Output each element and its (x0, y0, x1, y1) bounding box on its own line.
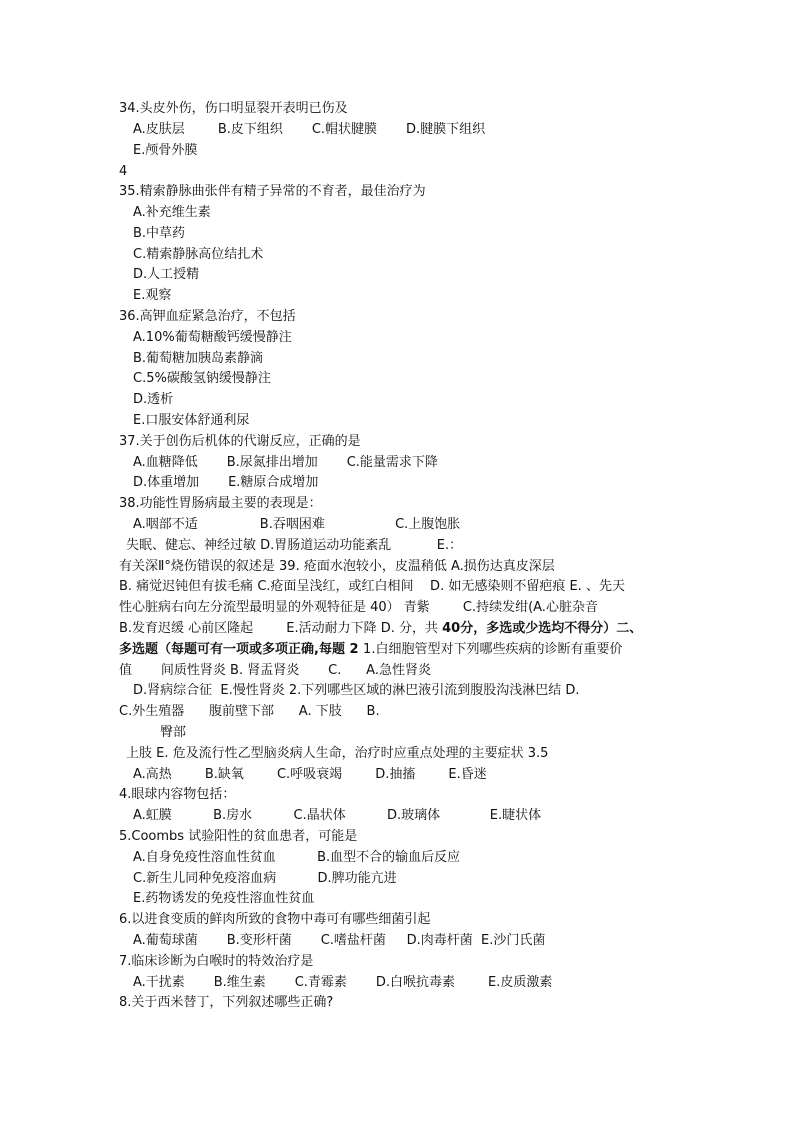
question-38: 38.功能性胃肠病最主要的表现是： (119, 496, 322, 511)
question-36-option-c: C.5%碳酸氢钠缓慢静注 (133, 371, 271, 386)
question-36-option-d: D.透析 (133, 392, 174, 407)
garbled-line-3: B. 痛觉迟钝但有拔毛痛 C.疮面呈浅红，或红白相间 D. 如无感染则不留疤痕 E. 、先天 (119, 579, 625, 594)
question-34-option-e: E.颅骨外膜 (133, 143, 198, 158)
multi-question-5-options-1: A.自身免疫性溶血性贫血 B.血型不合的输血后反应 (133, 850, 461, 865)
multi-question-1: 1.白细胞管型对下列哪些疾病的诊断有重要价 (363, 642, 623, 657)
question-37-options-2: D.体重增加 E.糖原合成增加 (133, 475, 319, 490)
question-37: 37.关于创伤后机体的代谢反应，正确的是 (119, 434, 361, 449)
garbled-line-4: 性心脏病右向左分流型最明显的外观特征是 40） 青紫 C.持续发绀(A.心脏杂音 (119, 600, 598, 615)
question-35-option-a: A.补充维生素 (133, 205, 211, 220)
question-35-option-c: C.精索静脉高位结扎术 (133, 247, 264, 262)
question-36-option-a: A.10%葡萄糖酸钙缓慢静注 (133, 330, 292, 345)
multi-question-6-options: A.葡萄球菌 B.变形杆菌 C.嗜盐杆菌 D.肉毒杆菌 E.沙门氏菌 (133, 933, 546, 948)
question-34: 34.头皮外伤，伤口明显裂开表明已伤及 (119, 101, 348, 116)
question-38-options: A.咽部不适 B.吞咽困难 C.上腹饱胀 (133, 517, 461, 532)
multi-question-5-option-e: E.药物诱发的免疫性溶血性贫血 (133, 891, 315, 906)
multi-question-4: 4.眼球内容物包括： (119, 787, 236, 802)
garbled-line-10: 臀部 (160, 725, 187, 740)
question-35-option-d: D.人工授精 (133, 267, 200, 282)
multi-question-7: 7.临床诊断为白喉时的特效治疗是 (119, 954, 314, 969)
garbled-line-6 (119, 642, 622, 658)
multi-question-7-options: A.干扰素 B.维生素 C.青霉素 D.白喉抗毒素 E.皮质激素 (133, 975, 553, 990)
garbled-line-7: 值 间质性肾炎 B. 肾盂肾炎 C. A.急性肾炎 (119, 663, 431, 678)
question-35: 35.精索静脉曲张伴有精子异常的不育者，最佳治疗为 (119, 184, 426, 199)
question-36-option-b: B.葡萄糖加胰岛素静滴 (133, 351, 264, 366)
multi-question-6: 6.以进食变质的鲜肉所致的食物中毒可有哪些细菌引起 (119, 912, 431, 927)
question-34-options: A.皮肤层 B.皮下组织 C.帽状腱膜 D.腱膜下组织 (133, 122, 486, 137)
garbled-line-8: D.肾病综合征 E.慢性肾炎 2.下列哪些区域的淋巴液引流到腹股沟浅淋巴结 D. (133, 683, 580, 698)
garbled-line-5 (119, 621, 642, 637)
question-35-option-b: B.中草药 (133, 226, 186, 241)
multi-question-8: 8.关于西米替丁，下列叙述哪些正确? (119, 995, 334, 1010)
stray-number: 4 (119, 164, 128, 179)
multi-question-5: 5.Coombs 试验阳性的贫血患者，可能是 (119, 829, 358, 844)
garbled-line-1: 失眠、健忘、神经过敏 D.胃肠道运动功能紊乱 E.： (126, 538, 463, 553)
question-36-option-e: E.口服安体舒通利尿 (133, 413, 250, 428)
question-37-options-1: A.血糖降低 B.尿氮排出增加 C.能量需求下降 (133, 455, 438, 470)
multi-question-3-options: A.高热 B.缺氧 C.呼吸衰竭 D.抽搐 E.昏迷 (133, 767, 487, 782)
garbled-line-11: 上肢 E. 危及流行性乙型脑炎病人生命，治疗时应重点处理的主要症状 3.5 (126, 746, 549, 761)
garbled-line-5-text: B.发育迟缓 心前区隆起 E.活动耐力下降 D. 分，共 (119, 621, 443, 636)
question-36: 36.高钾血症紧急治疗，不包括 (119, 309, 296, 324)
multi-question-4-options: A.虹膜 B.房水 C.晶状体 D.玻璃体 E.睫状体 (133, 808, 542, 823)
section-heading-part-2: 多选题（每题可有一项或多项正确,每题 2 (119, 642, 364, 657)
section-heading-part-1: 40分，多选或少选均不得分）二、 (442, 621, 643, 636)
multi-question-5-options-2: C.新生儿同种免疫溶血病 D.脾功能亢进 (133, 871, 397, 886)
question-35-option-e: E.观察 (133, 288, 172, 303)
garbled-line-2: 有关深Ⅱ°烧伤错误的叙述是 39. 疮面水泡较小，皮温稍低 A.损伤达真皮深层 (119, 559, 555, 574)
garbled-line-9: C.外生殖器 腹前壁下部 A. 下肢 B. (119, 704, 380, 719)
